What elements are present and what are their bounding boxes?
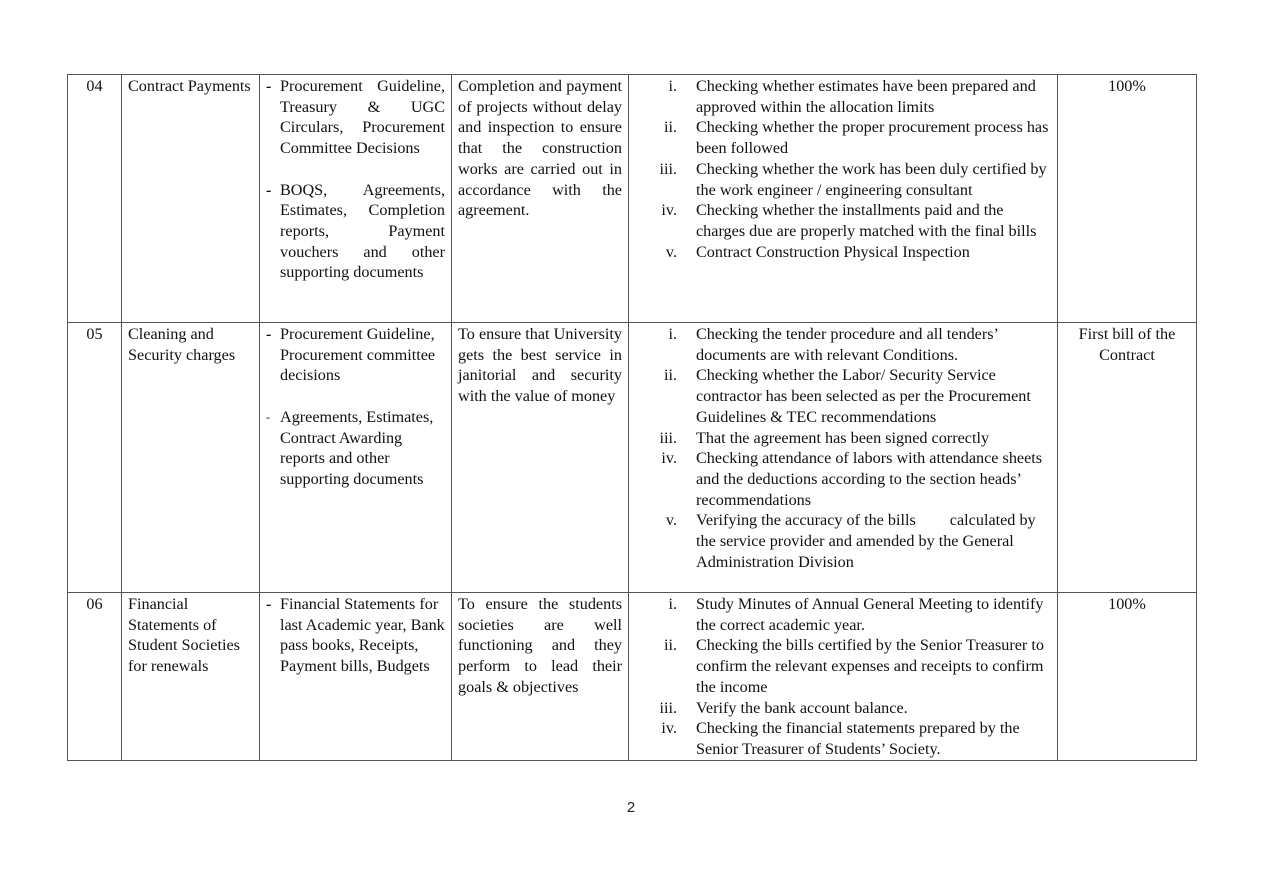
coverage-cell: 100% xyxy=(1058,75,1197,323)
document-item xyxy=(266,594,445,677)
documents-cell xyxy=(260,593,452,761)
page-number: 2 xyxy=(626,799,636,816)
documents-cell xyxy=(260,323,452,593)
roman-numeral: iii. xyxy=(659,698,677,717)
procedure-item xyxy=(635,76,1051,117)
procedure-item xyxy=(635,510,1051,572)
procedure-item xyxy=(635,200,1051,241)
procedure-text-part: calculated by the service provider and amended by the General Administration Division xyxy=(696,511,1036,571)
roman-numeral: iv. xyxy=(661,449,677,468)
procedure-text: Checking whether the work has been duly certified by the work engineer / engineering consultant xyxy=(696,159,1047,199)
row-number: 06 xyxy=(68,593,122,761)
procedure-text: Checking the tender procedure and all tenders’ documents are with relevant Conditions. xyxy=(696,325,998,364)
procedure-item xyxy=(635,698,1051,719)
table-row xyxy=(68,593,1197,761)
procedures-cell xyxy=(629,593,1058,761)
procedure-item xyxy=(635,718,1051,759)
audit-plan-table xyxy=(67,74,1197,761)
roman-numeral: iii. xyxy=(659,428,677,447)
procedure-text: Checking the financial statements prepared by the Senior Treasurer of Students’ Society. xyxy=(696,719,1020,758)
roman-numeral: i. xyxy=(668,325,677,343)
procedure-list xyxy=(635,76,1051,262)
objective-cell: To ensure that University gets the best service in janitorial and security with the value of money xyxy=(452,323,629,593)
roman-numeral: v. xyxy=(665,511,677,530)
procedure-item xyxy=(635,448,1051,510)
table-row xyxy=(68,323,1197,593)
procedure-item xyxy=(635,117,1051,158)
document-text: BOQS, Agreements, Estimates, Completion reports, Payment vouchers and other supporting documents xyxy=(280,180,445,282)
procedure-item xyxy=(635,324,1051,365)
dash-bullet-icon: - xyxy=(266,180,272,199)
roman-numeral: i. xyxy=(668,77,677,95)
roman-numeral: v. xyxy=(665,242,677,261)
dash-bullet-icon: - xyxy=(266,325,272,343)
roman-numeral: iii. xyxy=(659,159,677,178)
procedure-text: Checking attendance of labors with attendance sheets and the deductions according to the section heads’ recommendations xyxy=(696,449,1043,509)
procedure-item xyxy=(635,365,1051,427)
procedure-text xyxy=(696,510,1051,572)
procedure-text: Checking whether estimates have been prepared and approved within the allocation limits xyxy=(696,77,1036,116)
document-text: Agreements, Estimates, Contract Awarding reports and other supporting documents xyxy=(280,407,434,488)
procedure-text: Study Minutes of Annual General Meeting to identify the correct academic year. xyxy=(696,595,1044,634)
coverage-cell: First bill of the Contract xyxy=(1058,323,1197,593)
audit-area: Cleaning and Security charges xyxy=(122,323,260,593)
objective-cell: To ensure the students societies are well functioning and they perform to lead their goals & objectives xyxy=(452,593,629,761)
document-text: Financial Statements for last Academic year, Bank pass books, Receipts, Payment bills, Budgets xyxy=(280,595,445,676)
procedures-cell xyxy=(629,75,1058,323)
documents-cell xyxy=(260,75,452,323)
dash-bullet-icon: - xyxy=(266,595,272,613)
coverage-cell: 100% xyxy=(1058,593,1197,761)
procedure-item xyxy=(635,242,1051,263)
document-item xyxy=(266,324,445,386)
procedure-item xyxy=(635,594,1051,635)
roman-numeral: iv. xyxy=(661,201,677,220)
document-text: Procurement Guideline, Treasury & UGC Circulars, Procurement Committee Decisions xyxy=(280,77,445,158)
dash-bullet-icon: - xyxy=(266,409,270,424)
procedure-text: Checking whether the proper procurement process has been followed xyxy=(696,118,1049,158)
procedure-item xyxy=(635,635,1051,697)
procedure-item xyxy=(635,159,1051,200)
objective-cell: Completion and payment of projects without delay and inspection to ensure that the construction works are carried out in accordance with the agreement. xyxy=(452,75,629,323)
procedure-text: Contract Construction Physical Inspection xyxy=(696,242,970,261)
roman-numeral: ii. xyxy=(663,366,677,385)
roman-numeral: ii. xyxy=(663,636,677,655)
row-number: 05 xyxy=(68,323,122,593)
roman-numeral: i. xyxy=(668,595,677,613)
procedures-cell xyxy=(629,323,1058,593)
document-text: Procurement Guideline, Procurement committee decisions xyxy=(280,325,436,385)
procedure-text-part: Verifying the accuracy of the bills xyxy=(696,511,916,530)
audit-area: Contract Payments xyxy=(122,75,260,323)
roman-numeral: iv. xyxy=(661,719,677,738)
audit-area: Financial Statements of Student Societies for renewals xyxy=(122,593,260,761)
procedure-list xyxy=(635,324,1051,572)
procedure-text: Verify the bank account balance. xyxy=(696,698,908,717)
table-row xyxy=(68,75,1197,323)
document-item xyxy=(266,76,445,159)
procedure-text: That the agreement has been signed correctly xyxy=(696,428,990,447)
procedure-list xyxy=(635,594,1051,760)
procedure-item xyxy=(635,428,1051,449)
procedure-text: Checking whether the installments paid and the charges due are properly matched with the final bills xyxy=(696,201,1037,240)
document-item xyxy=(266,180,445,284)
procedure-text: Checking whether the Labor/ Security Service contractor has been selected as per the Procurement Guidelines & TEC recommendations xyxy=(696,366,1031,426)
roman-numeral: ii. xyxy=(663,118,677,137)
row-number: 04 xyxy=(68,75,122,323)
dash-bullet-icon: - xyxy=(266,77,272,95)
procedure-text: Checking the bills certified by the Senior Treasurer to confirm the relevant expenses and receipts to confirm the income xyxy=(696,636,1044,696)
document-item xyxy=(266,407,445,490)
